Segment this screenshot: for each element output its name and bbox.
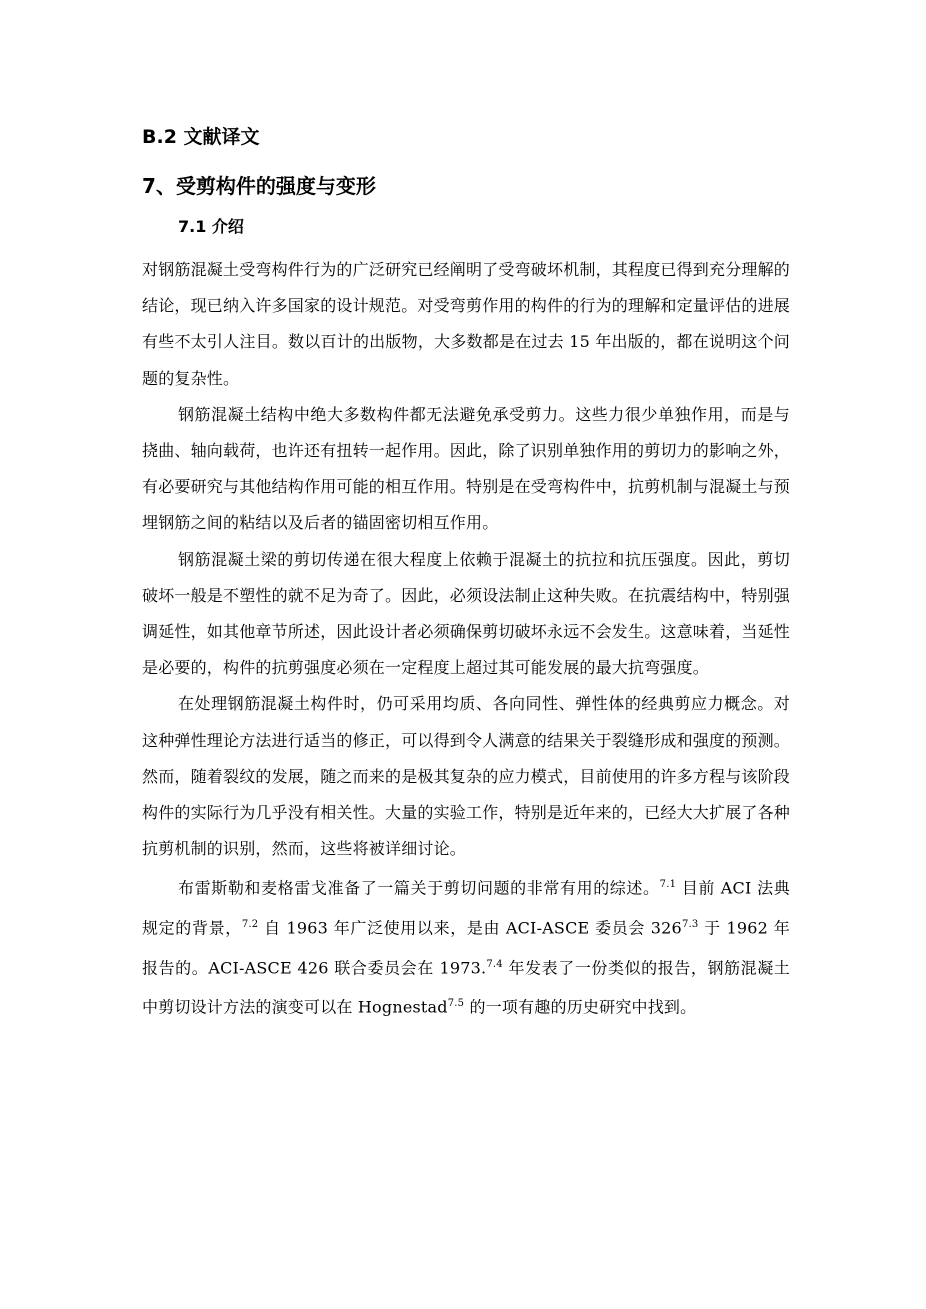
paragraph-2: 钢筋混凝土结构中绝大多数构件都无法避免承受剪力。这些力很少单独作用，而是与挠曲、轴向载荷，也许还有扭转一起作用。因此，除了识别单独作用的剪切力的影响之外，有必要研究与其他结构作用可能的相互作用。特别是在受弯构件中，抗剪机制与混凝土与预埋钢筋之间的粘结以及后者的锚固密切相互作用。: [142, 404, 791, 533]
body-text: [142, 252, 790, 1026]
section-heading: B.2 文献译文: [142, 126, 260, 148]
paragraph-5-text-4: 于 1962 年报告的。ACI-ASCE 426 联合委员会在 1973.: [142, 918, 790, 977]
citation-7-4: 7.4: [486, 958, 503, 970]
paragraph-5-text-1: 布雷斯勒和麦格雷戈准备了一篇关于剪切问题的非常有用的综述。: [178, 878, 660, 898]
paragraph-5-text-5: 年发表了一份类似的报告，钢筋混凝土中剪切设计方法的演变可以在 Hognestad: [142, 957, 790, 1017]
paragraph-3: 钢筋混凝土梁的剪切传递在很大程度上依赖于混凝土的抗拉和抗压强度。因此，剪切破坏一般是不塑性的就不足为奇了。因此，必须设法制止这种失败。在抗震结构中，特别强调延性，如其他章节所述，因此设计者必须确保剪切破坏永远不会发生。这意味着，当延性是必要的，构件的抗剪强度必须在一定程度上超过其可能发展的最大抗弯强度。: [142, 549, 791, 678]
chapter-heading: 7、受剪构件的强度与变形: [142, 174, 376, 198]
paragraph-5-text-2: 目前 ACI 法典规定的背景，: [142, 878, 790, 938]
paragraph-4: 在处理钢筋混凝土构件时，仍可采用均质、各向同性、弹性体的经典剪应力概念。对这种弹性理论方法进行适当的修正，可以得到令人满意的结果关于裂缝形成和强度的预测。然而，随着裂纹的发展，随之而来的是极其复杂的应力模式，目前使用的许多方程与该阶段构件的实际行为几乎没有相关性。大量的实验工作，特别是近年来的，已经大大扩展了各种抗剪机制的识别，然而，这些将被详细讨论。: [142, 694, 791, 859]
citation-7-3: 7.3: [681, 918, 699, 930]
paragraph-5: [142, 867, 790, 1025]
paragraph-5-text-3: 自 1963 年广泛使用以来，是由 ACI-ASCE 委员会 326: [258, 918, 682, 938]
subsection-heading: 7.1 介绍: [178, 217, 244, 236]
citation-7-1: 7.1: [659, 879, 677, 891]
citation-7-5: 7.5: [447, 998, 465, 1010]
paragraph-1: 对钢筋混凝土受弯构件行为的广泛研究已经阐明了受弯破坏机制，其程度已得到充分理解的结论，现已纳入许多国家的设计规范。对受弯剪作用的构件的行为的理解和定量评估的进展有些不太引人注目。数以百计的出版物，大多数都是在过去 15 年出版的，都在说明这个问题的复杂性。: [142, 260, 791, 388]
paragraph-5-text-6: 的一项有趣的历史研究中找到。: [464, 997, 697, 1017]
citation-7-2: 7.2: [241, 918, 259, 930]
